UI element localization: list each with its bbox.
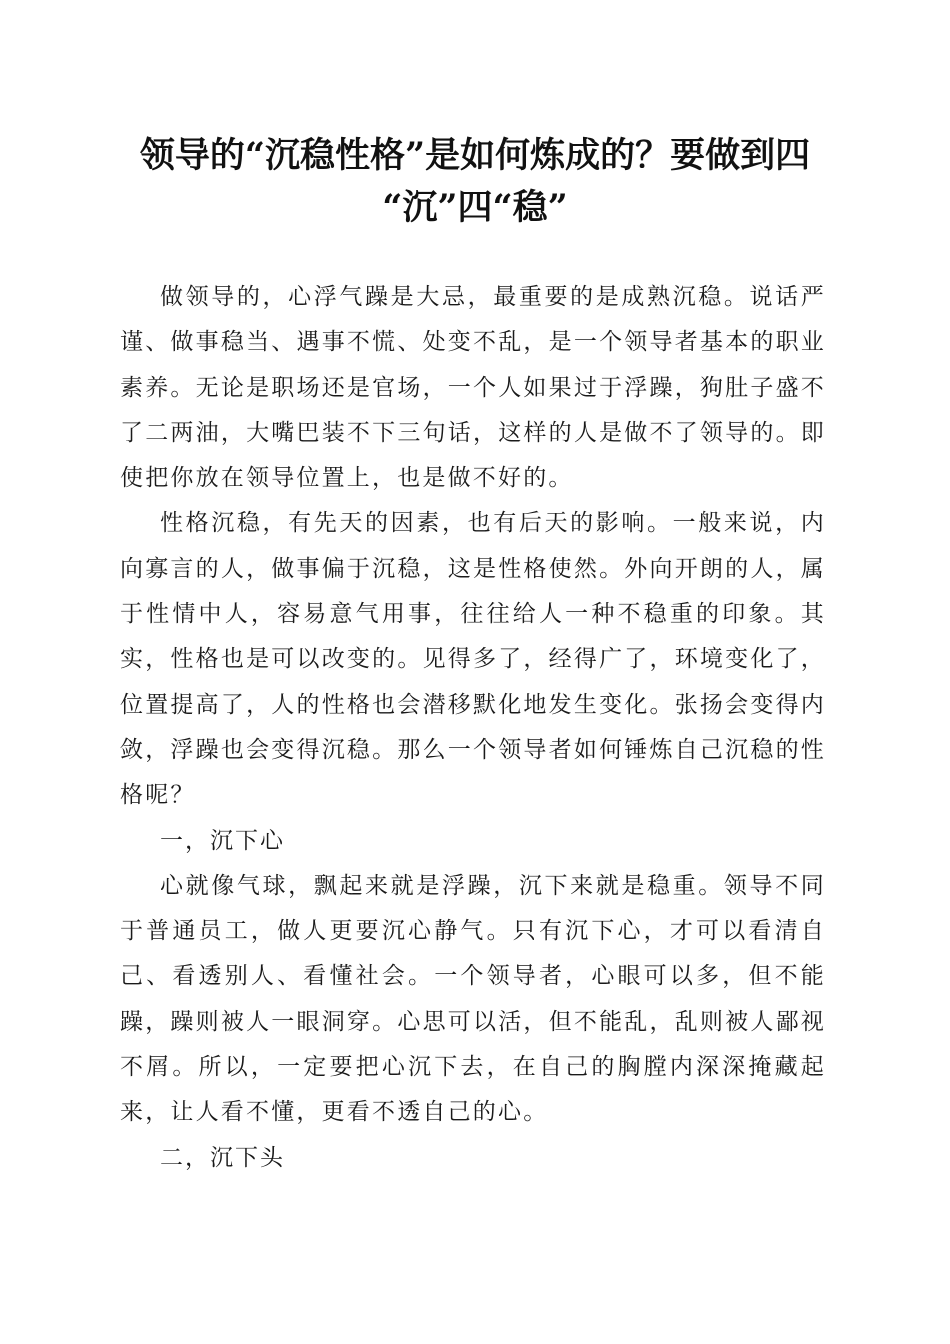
section-paragraph-1: 心就像气球，飘起来就是浮躁，沉下来就是稳重。领导不同于普通员工，做人更要沉心静气。只有沉下心，才可以看清自己、看透别人、看懂社会。一个领导者，心眼可以多，但不能躁，躁则被人一眼洞穿。心思可以活，但不能乱，乱则被人鄙视不屑。所以，一定要把心沉下去，在自己的胸膛内深深掩藏起来，让人看不懂，更看不透自己的心。 (120, 872, 826, 1126)
document-title (110, 130, 840, 234)
section-heading-2: 二，沉下头 (160, 1144, 285, 1171)
document-body (120, 275, 826, 1181)
intro-paragraph-1: 做领导的，心浮气躁是大忌，最重要的是成熟沉稳。说话严谨、做事稳当、遇事不慌、处变不乱，是一个领导者基本的职业素养。无论是职场还是官场，一个人如果过于浮躁，狗肚子盛不了二两油，大嘴巴装不下三句话，这样的人是做不了领导的。即使把你放在领导位置上，也是做不好的。 (120, 284, 826, 492)
section-heading-1: 一，沉下心 (160, 827, 285, 854)
title-line-1: 领导的“沉稳性格”是如何炼成的？要做到四 (139, 135, 811, 176)
intro-paragraph-2: 性格沉稳，有先天的因素，也有后天的影响。一般来说，内向寡言的人，做事偏于沉稳，这是性格使然。外向开朗的人，属于性情中人，容易意气用事，往往给人一种不稳重的印象。其实，性格也是可以改变的。见得多了，经得广了，环境变化了，位置提高了，人的性格也会潜移默化地发生变化。张扬会变得内敛，浮躁也会变得沉稳。那么一个领导者如何锤炼自己沉稳的性格呢？ (120, 510, 826, 809)
title-line-2: “沉”四“稳” (382, 187, 568, 228)
